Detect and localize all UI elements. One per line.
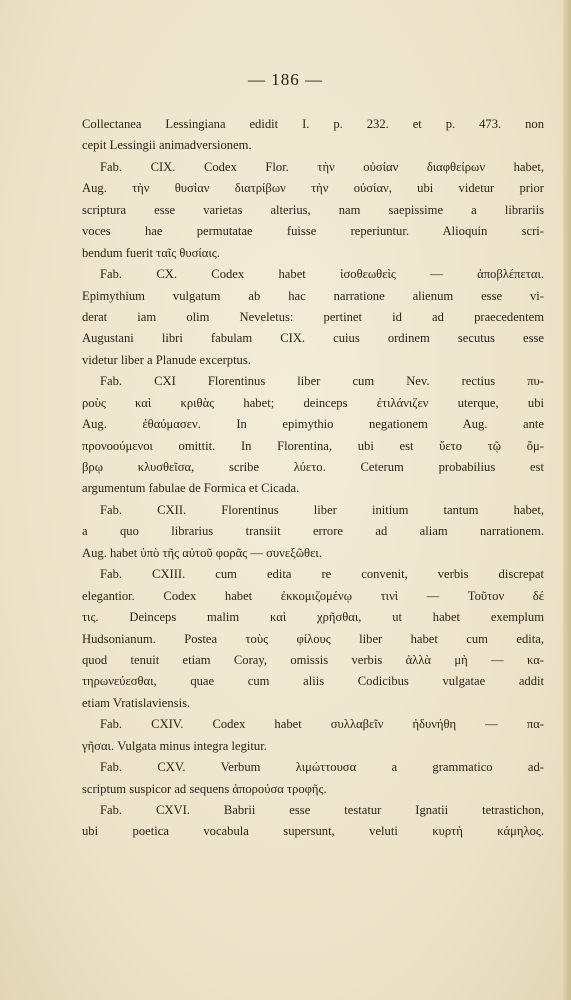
text-line: τηρωνεύεσθαι, quae cum aliis Codicibus vulgatae addit bbox=[82, 674, 544, 689]
text-line: scriptura esse varietas alterius, nam saepissime a librariis bbox=[82, 202, 544, 217]
text-line: ροὺς καὶ κριθὰς habet; deinceps ἐτιλάνιζεν uterque, ubi bbox=[82, 395, 544, 410]
text-line: Fab. CXIII. cum edita re convenit, verbis discrepat bbox=[100, 567, 544, 582]
text-line: Fab. CXV. Verbum λιμώττουσα a grammatico ad- bbox=[100, 760, 544, 775]
text-line: voces hae permutatae fuisse reperiuntur. Alioquin scri- bbox=[82, 224, 544, 239]
text-line: etiam Vratislaviensis. bbox=[82, 695, 191, 710]
text-line: argumentum fabulae de Formica et Cicada. bbox=[82, 481, 300, 496]
text-line: βρῳ κλυσθεῖσα, scribe λύετο. Ceterum probabilius est bbox=[82, 460, 544, 474]
page-edge bbox=[563, 0, 571, 1000]
text-line: Aug. τὴν θυσίαν διατρίβων τὴν οὐσίαν, ubi videtur prior bbox=[82, 181, 544, 196]
text-line: Fab. CXI Florentinus liber cum Nev. rectius πυ- bbox=[100, 374, 544, 389]
text-line: cepit Lessingii animadversionem. bbox=[82, 138, 252, 153]
text-line: Fab. CIX. Codex Flor. τὴν οὐσίαν διαφθείρων habet, bbox=[100, 159, 544, 174]
page-number: — 186 — bbox=[248, 70, 323, 89]
body-text bbox=[82, 114, 544, 843]
text-line: Fab. CXIV. Codex habet συλλαβεῖν ἠδυνήθη — πα- bbox=[100, 717, 544, 732]
text-line: Collectanea Lessingiana edidit I. p. 232. et p. 473. non bbox=[82, 117, 544, 131]
text-line: Fab. CX. Codex habet ἰσοθεωθεὶς — ἀποβλέπεται. bbox=[100, 267, 544, 282]
text-line: Epimythium vulgatum ab hac narratione alienum esse vi- bbox=[82, 288, 544, 303]
text-line: a quo librarius transiit errore ad aliam narrationem. bbox=[82, 524, 544, 539]
text-line: bendum fuerit ταῖς θυσίαις. bbox=[82, 245, 220, 260]
text-line: Aug. ἐθαύμασεν. In epimythio negationem Aug. ante bbox=[82, 417, 544, 432]
text-line: Fab. CXVI. Babrii esse testatur Ignatii tetrastichon, bbox=[100, 803, 544, 817]
text-line: Augustani libri fabulam CIX. cuius ordinem secutus esse bbox=[82, 331, 544, 346]
text-line: γῆσαι. Vulgata minus integra legitur. bbox=[82, 738, 267, 753]
text-line: Aug. habet ὑπὸ τῆς αὐτοῦ φορᾶς — συνεξῶθει. bbox=[82, 545, 322, 560]
text-line: quod tenuit etiam Coray, omissis verbis ἀλλὰ μὴ — κα- bbox=[82, 652, 544, 667]
text-line: Fab. CXII. Florentinus liber initium tantum habet, bbox=[100, 502, 544, 517]
text-line: videtur liber a Planude excerptus. bbox=[82, 352, 251, 367]
text-line: ubi poetica vocabula supersunt, veluti κυρτὴ κάμηλος. bbox=[82, 824, 544, 839]
text-line: derat iam olim Neveletus: pertinet id ad praecedentem bbox=[82, 309, 544, 324]
text-line: elegantior. Codex habet ἐκκομιζομένῳ τινὶ — Τοῦτον δέ bbox=[82, 588, 544, 603]
text-line: Hudsonianum. Postea τοὺς φίλους liber habet cum edita, bbox=[82, 631, 544, 646]
text-line: τις. Deinceps malim καὶ χρῆσθαι, ut habet exemplum bbox=[82, 610, 544, 625]
text-line: προνοούμενοι omittit. In Florentina, ubi est ὕετο τῷ ὄμ- bbox=[82, 438, 544, 453]
text-line: scriptum suspicor ad sequens ἀπορούσα τροφῆς. bbox=[82, 781, 327, 796]
